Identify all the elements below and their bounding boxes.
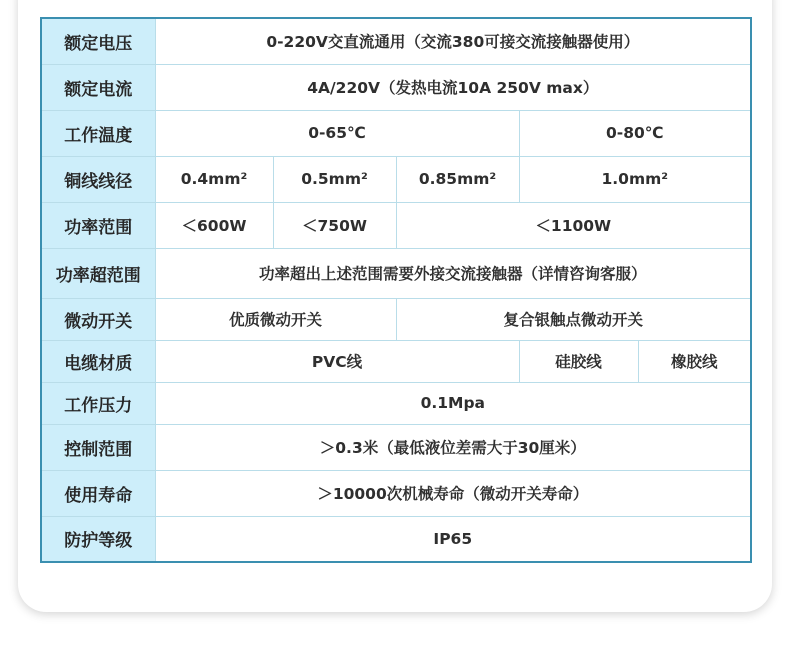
current-value: 4A/220V（发热电流10A 250V max） [155, 64, 751, 110]
spec-table [40, 17, 752, 563]
row-label-lifespan: 使用寿命 [41, 470, 155, 516]
row-label-control-range: 控制范围 [41, 424, 155, 470]
micro-switch-value: 复合银触点微动开关 [396, 298, 751, 340]
wire-gauge-value: 0.85mm² [396, 156, 519, 202]
row-label-protection: 防护等级 [41, 516, 155, 562]
table-row [41, 156, 751, 202]
power-over-value: 功率超出上述范围需要外接交流接触器（详情咨询客服） [155, 248, 751, 298]
protection-value: IP65 [155, 516, 751, 562]
temperature-value: 0-65℃ [155, 110, 519, 156]
table-row [41, 424, 751, 470]
voltage-value: 0-220V交直流通用（交流380可接交流接触器使用） [155, 18, 751, 64]
control-range-value: ＞0.3米（最低液位差需大于30厘米） [155, 424, 751, 470]
cable-value: 橡胶线 [638, 340, 751, 382]
pressure-value: 0.1Mpa [155, 382, 751, 424]
power-value: ＜600W [155, 202, 273, 248]
power-value: ＜750W [273, 202, 396, 248]
row-label-micro-switch: 微动开关 [41, 298, 155, 340]
row-label-temperature: 工作温度 [41, 110, 155, 156]
table-row [41, 470, 751, 516]
cable-value: PVC线 [155, 340, 519, 382]
table-row [41, 340, 751, 382]
row-label-voltage: 额定电压 [41, 18, 155, 64]
wire-gauge-value: 0.4mm² [155, 156, 273, 202]
table-row [41, 382, 751, 424]
cable-value: 硅胶线 [519, 340, 638, 382]
table-row [41, 110, 751, 156]
micro-switch-value: 优质微动开关 [155, 298, 396, 340]
table-row [41, 298, 751, 340]
table-row [41, 248, 751, 298]
row-label-current: 额定电流 [41, 64, 155, 110]
table-row [41, 516, 751, 562]
table-row [41, 202, 751, 248]
wire-gauge-value: 0.5mm² [273, 156, 396, 202]
row-label-cable: 电缆材质 [41, 340, 155, 382]
row-label-wire-gauge: 铜线线径 [41, 156, 155, 202]
table-row [41, 64, 751, 110]
row-label-power: 功率范围 [41, 202, 155, 248]
table-row [41, 18, 751, 64]
lifespan-value: ＞10000次机械寿命（微动开关寿命） [155, 470, 751, 516]
wire-gauge-value: 1.0mm² [519, 156, 751, 202]
temperature-value: 0-80℃ [519, 110, 751, 156]
power-value: ＜1100W [396, 202, 751, 248]
row-label-power-over: 功率超范围 [41, 248, 155, 298]
row-label-pressure: 工作压力 [41, 382, 155, 424]
